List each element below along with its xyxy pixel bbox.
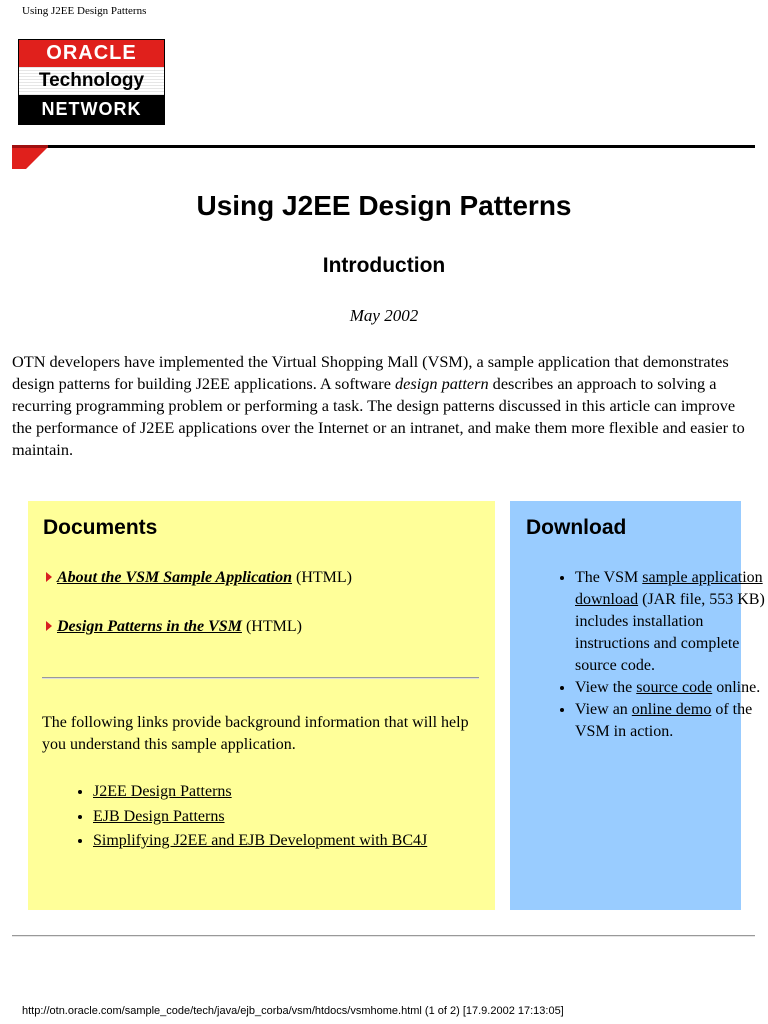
sample-application-download-link[interactable]: sample application download [575, 569, 763, 608]
download-heading: Download [526, 516, 627, 539]
list-item [93, 805, 427, 830]
bc4j-link[interactable]: Simplifying J2EE and EJB Development with BC4J [93, 832, 428, 849]
oracle-technology-network-logo[interactable] [18, 39, 165, 125]
list-item [93, 829, 427, 854]
publish-date: May 2002 [349, 306, 419, 325]
page-title: Using J2EE Design Patterns [196, 190, 572, 221]
ejb-design-patterns-link[interactable]: EJB Design Patterns [93, 807, 225, 825]
download-panel [510, 501, 765, 910]
list-item: • View an online demo of the VSM in action. [575, 699, 768, 743]
design-patterns-vsm-link[interactable]: Design Patterns in the VSM [57, 618, 242, 635]
red-arrow-icon [46, 572, 52, 582]
doc-link-item: About the VSM Sample Application (HTML) [46, 569, 352, 587]
download-list [526, 567, 768, 743]
logo-line-network: NETWORK [19, 95, 164, 124]
red-corner-rule [12, 145, 755, 169]
logo-line-oracle: ORACLE [19, 40, 164, 67]
browser-page-title: Using J2EE Design Patterns [22, 5, 147, 17]
background-info-text: The following links provide background information that will help you understand this sample application. [42, 714, 469, 753]
doc-link-item: Design Patterns in the VSM (HTML) [46, 618, 302, 636]
page-url-footer: http://otn.oracle.com/sample_code/tech/java/ejb_corba/vsm/htdocs/vsmhome.html (1 of 2) [17.9.2002 17:13:05] [22, 1005, 564, 1017]
logo-line-technology: Technology [19, 67, 164, 95]
documents-divider [42, 677, 479, 679]
background-links-list [42, 780, 427, 854]
intro-paragraph: OTN developers have implemented the Virtual Shopping Mall (VSM), a sample application that demonstrates design patterns for building J2EE applications. A software design pattern describes an approach to solving a recurring programming problem or performing a task. The design patterns discussed in this article can improve the performance of J2EE applications over the Internet or an intranet, and make them more flexible and easier to maintain. [12, 352, 745, 459]
j2ee-design-patterns-link[interactable]: J2EE Design Patterns [93, 783, 232, 800]
source-code-link[interactable]: source code [636, 679, 713, 696]
list-item [93, 780, 427, 805]
about-vsm-link[interactable]: About the VSM Sample Application [57, 569, 293, 586]
red-arrow-icon [46, 621, 52, 631]
online-demo-link[interactable]: online demo [631, 701, 712, 718]
documents-heading: Documents [43, 516, 158, 539]
intro-emphasis: design pattern [395, 374, 489, 393]
documents-panel [28, 501, 495, 910]
bottom-divider [12, 935, 755, 937]
list-item: • View the source code online. [575, 677, 768, 699]
page-subtitle: Introduction [322, 254, 446, 277]
list-item: • The VSM sample application download (JAR file, 553 KB) includes installation instructions and complete source code. [575, 567, 768, 677]
